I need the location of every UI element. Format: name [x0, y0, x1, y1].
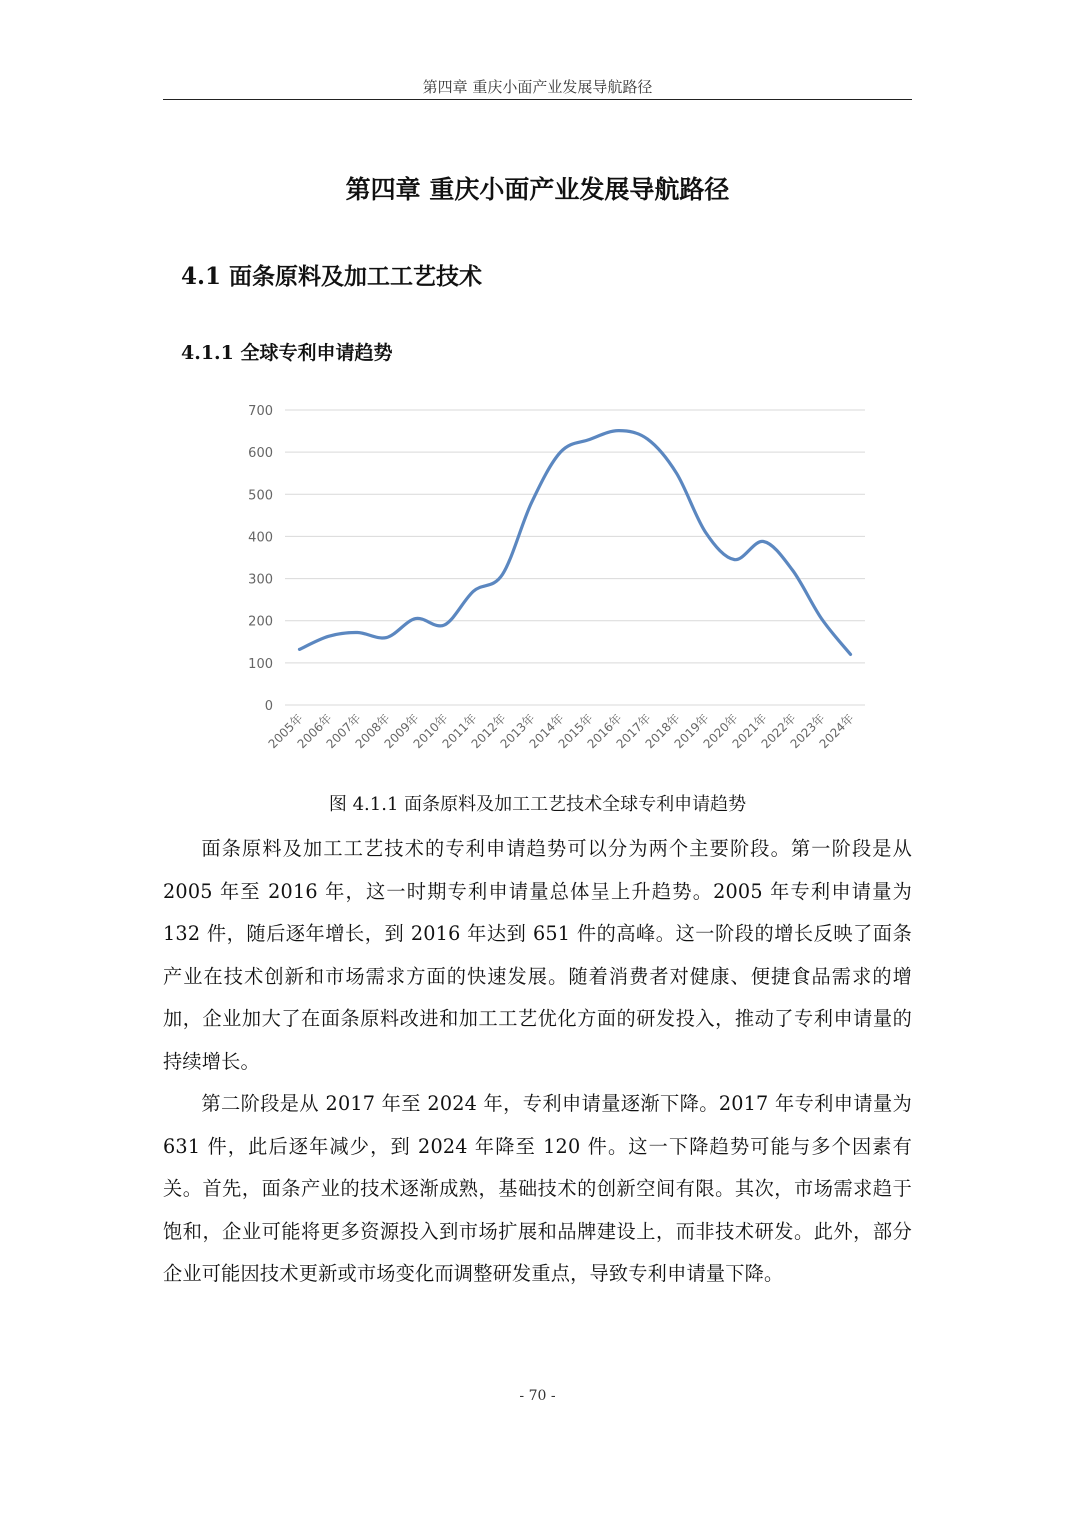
x-tick-label: 2024年 [816, 711, 857, 752]
x-tick-label: 2009年 [381, 711, 422, 752]
y-tick-label: 600 [248, 446, 273, 462]
x-tick-label: 2015年 [555, 711, 596, 752]
y-tick-label: 700 [248, 404, 273, 419]
x-tick-label: 2016年 [584, 711, 625, 752]
x-tick-label: 2005年 [265, 711, 306, 752]
y-tick-label: 500 [248, 488, 273, 504]
section-title: 4.1 面条原料及加工工艺技术 [181, 263, 483, 290]
paragraph: 面条原料及加工工艺技术的专利申请趋势可以分为两个主要阶段。第一阶段是从 2005 年至 2016 年，这一时期专利申请量总体呈上升趋势。2005 年专利申请量为 132 件，随后逐年增长，到 2016 年达到 651 件的高峰。这一阶段的增长反映了面条产业在技术创新和市场需求方面的快速发展。随着消费者对健康、便捷食品需求的增加，企业加大了在面条原料改进和加工工艺优化方面的研发投入，推动了专利申请量的持续增长。 [163, 837, 912, 1073]
header-rule [163, 99, 912, 100]
page-number: - 70 - [519, 1388, 556, 1404]
subsection-title: 4.1.1 全球专利申请趋势 [181, 342, 393, 364]
x-tick-label: 2022年 [758, 711, 799, 752]
running-header: 第四章 重庆小面产业发展导航路径 [422, 78, 653, 96]
body-text [163, 828, 912, 1296]
x-tick-label: 2014年 [526, 711, 567, 752]
x-tick-label: 2012年 [468, 711, 509, 752]
y-tick-label: 200 [248, 614, 273, 630]
chart-y-axis [248, 404, 273, 714]
x-tick-label: 2013年 [497, 711, 538, 752]
x-tick-label: 2008年 [352, 711, 393, 752]
x-tick-label: 2010年 [410, 711, 451, 752]
y-tick-label: 300 [248, 572, 273, 588]
figure-caption: 图 4.1.1 面条原料及加工工艺技术全球专利申请趋势 [328, 794, 747, 815]
patent-trend-line-chart [230, 392, 880, 777]
chart-gridlines [285, 410, 865, 705]
chapter-title: 第四章 重庆小面产业发展导航路径 [345, 175, 730, 204]
paragraph: 第二阶段是从 2017 年至 2024 年，专利申请量逐渐下降。2017 年专利申请量为 631 件，此后逐年减少，到 2024 年降至 120 件。这一下降趋势可能与多个因素有关。首先，面条产业的技术逐渐成熟，基础技术的创新空间有限。其次，市场需求趋于饱和，企业可能将更多资源投入到市场扩展和品牌建设上，而非技术研发。此外，部分企业可能因技术更新或市场变化而调整研发重点，导致专利申请量下降。 [163, 1092, 912, 1285]
x-tick-label: 2021年 [729, 711, 770, 752]
x-tick-label: 2017年 [613, 711, 654, 752]
x-tick-label: 2019年 [671, 711, 712, 752]
x-tick-label: 2011年 [439, 711, 480, 752]
y-tick-label: 0 [264, 699, 273, 714]
x-tick-label: 2018年 [642, 711, 683, 752]
x-tick-label: 2007年 [323, 711, 364, 752]
y-tick-label: 100 [248, 656, 273, 672]
chart-x-axis [265, 711, 857, 752]
x-tick-label: 2023年 [787, 711, 828, 752]
chart-series [298, 429, 852, 656]
y-tick-label: 400 [248, 530, 273, 546]
x-tick-label: 2006年 [294, 711, 335, 752]
x-tick-label: 2020年 [700, 711, 741, 752]
